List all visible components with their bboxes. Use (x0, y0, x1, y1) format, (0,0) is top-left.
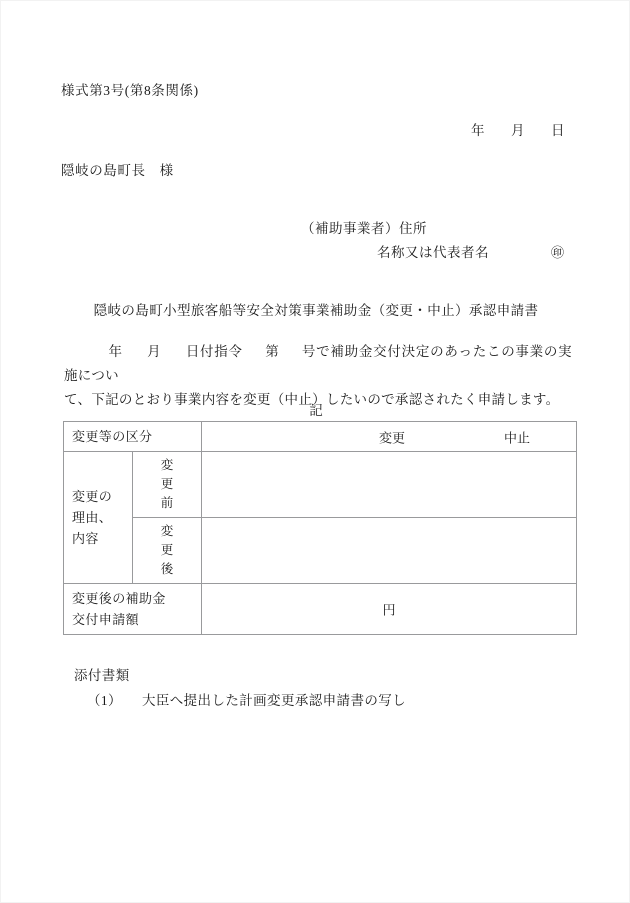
addressee-line (61, 159, 174, 179)
body-line1-tail: 号で補助金交付決定のあったこの事業の実施につい (64, 344, 572, 383)
sublabel-after: 変 更 後 (133, 518, 202, 584)
sublabel-before: 変 更 前 (133, 452, 202, 518)
body-day-order-label: 日付指令 (185, 344, 243, 359)
table-row-before (64, 452, 577, 518)
attachments-heading: 添付書類 (74, 668, 130, 683)
row-label-amount-line1: 変更後の補助金 (72, 591, 166, 606)
table-row-amount (64, 584, 577, 635)
body-number-label: 第 (264, 344, 280, 359)
date-line (471, 119, 565, 139)
table-row-category (64, 422, 577, 452)
application-table (63, 421, 577, 635)
input-cell-before[interactable] (202, 452, 577, 518)
applicant-name-row (301, 241, 565, 265)
option-stop[interactable]: 中止 (504, 430, 531, 445)
table-row-after (64, 518, 577, 584)
attachment-text: 大臣へ提出した計画変更承認申請書の写し (141, 693, 407, 708)
ki-marker: 記 (309, 403, 323, 418)
row-label-amount-line2: 交付申請額 (72, 612, 140, 627)
attachment-number: （1） (87, 693, 122, 708)
input-cell-amount[interactable] (202, 584, 577, 635)
row-label-amount (64, 584, 202, 635)
date-year-label: 年 (471, 123, 485, 138)
applicant-address-row (301, 217, 565, 241)
applicant-address-label: 住所 (399, 221, 427, 236)
body-year-label: 年 (108, 344, 123, 359)
page-title: 隠岐の島町小型旅客船等安全対策事業補助金（変更・中止）承認申請書 (93, 303, 539, 318)
form-number: 様式第3号(第8条関係) (61, 83, 199, 98)
input-cell-after[interactable] (202, 518, 577, 584)
row-label-category: 変更等の区分 (64, 422, 202, 452)
option-change[interactable]: 変更 (379, 430, 406, 445)
category-options-cell (202, 422, 577, 452)
addressee-honorific: 様 (159, 163, 174, 178)
currency-unit: 円 (382, 602, 396, 618)
body-line2: て、下記のとおり事業内容を変更（中止）したいので承認されたく申請します。 (64, 392, 560, 407)
attachment-item (74, 688, 406, 713)
applicant-name-label: 名称又は代表者名 (377, 245, 489, 260)
body-month-label: 月 (146, 344, 162, 359)
attachments-section (74, 663, 406, 713)
seal-icon: ㊞ (551, 245, 565, 260)
row-label-reason-content: 変更の理由、内容 (64, 452, 133, 584)
date-day-label: 日 (551, 123, 565, 138)
addressee-title: 隠岐の島町長 (61, 163, 146, 178)
date-month-label: 月 (511, 123, 525, 138)
applicant-block (301, 217, 565, 265)
applicant-category-label: （補助事業者） (301, 221, 399, 236)
